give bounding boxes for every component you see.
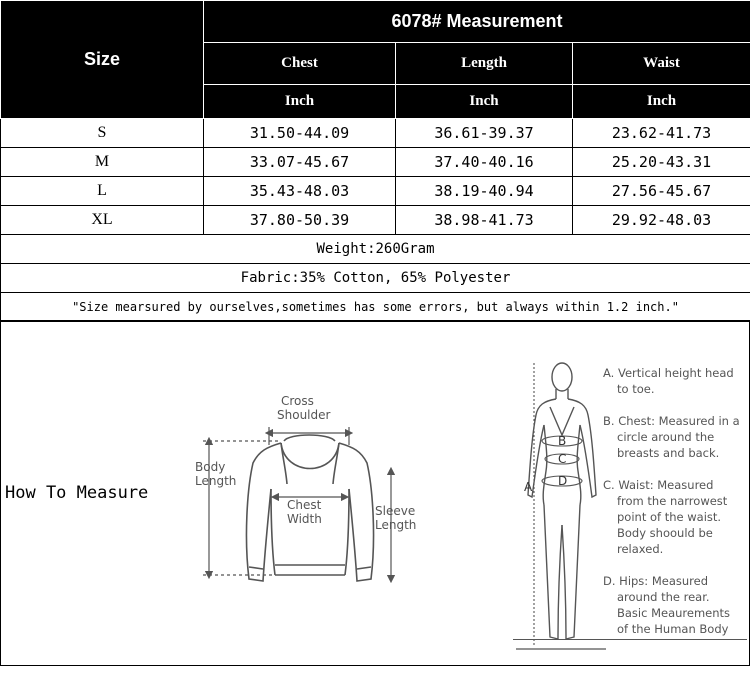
chest-cell: 31.50-44.09 <box>204 119 396 148</box>
sleeve-length-label: Sleeve <box>375 504 416 518</box>
waist-cell: 25.20-43.31 <box>573 148 750 177</box>
length-cell: 38.19-40.94 <box>396 177 573 206</box>
waist-unit: Inch <box>573 85 750 119</box>
table-row <box>1 119 750 148</box>
disclaimer-note: "Size mearsured by ourselves,sometimes has some errors, but always within 1.2 inch." <box>1 293 750 322</box>
legend-line: circle around the <box>617 430 715 444</box>
body-length-label: Body <box>195 460 226 474</box>
size-cell: XL <box>1 206 204 235</box>
legend-line: breasts and back. <box>617 446 720 460</box>
measurement-legend <box>599 361 749 641</box>
size-cell: L <box>1 177 204 206</box>
length-cell: 36.61-39.37 <box>396 119 573 148</box>
chest-unit: Inch <box>204 85 396 119</box>
waist-marker-c: C <box>558 452 567 466</box>
size-header: Size <box>1 1 204 119</box>
size-table <box>0 0 750 322</box>
chest-width-label-line2: Width <box>287 512 322 526</box>
body-figure-diagram <box>516 355 606 655</box>
size-cell: M <box>1 148 204 177</box>
cross-shoulder-label-line2: Shoulder <box>277 408 331 422</box>
legend-line: B. Chest: Measured in a <box>603 414 740 428</box>
legend-line: around the rear. <box>617 590 710 604</box>
fabric-row: Fabric:35% Cotton, 65% Polyester <box>1 264 750 293</box>
measurement-title: 6078# Measurement <box>204 1 750 43</box>
chest-width-label: Chest <box>287 498 322 512</box>
legend-line: A. Vertical height head <box>603 366 734 380</box>
chest-header: Chest <box>204 43 396 85</box>
legend-line: Basic Meaurements <box>617 606 731 620</box>
body-length-label-line2: Length <box>195 474 237 488</box>
table-row <box>1 148 750 177</box>
waist-cell: 23.62-41.73 <box>573 119 750 148</box>
legend-line: D. Hips: Measured <box>603 574 709 588</box>
legend-line: from the narrowest <box>617 494 728 508</box>
length-unit: Inch <box>396 85 573 119</box>
table-row <box>1 206 750 235</box>
height-marker-a: A <box>524 480 533 494</box>
legend-line: of the Human Body <box>617 622 729 636</box>
size-cell: S <box>1 119 204 148</box>
human-body-icon <box>528 363 596 639</box>
length-cell: 37.40-40.16 <box>396 148 573 177</box>
cross-shoulder-label: Cross <box>281 394 314 408</box>
waist-header: Waist <box>573 43 750 85</box>
legend-line: point of the waist. <box>617 510 722 524</box>
hips-marker-d: D <box>558 474 568 488</box>
shirt-diagram <box>189 389 429 599</box>
chest-marker-b: B <box>558 434 567 448</box>
weight-row: Weight:260Gram <box>1 235 750 264</box>
table-row <box>1 177 750 206</box>
how-to-measure-label: How To Measure <box>5 483 149 503</box>
sleeve-length-label-line2: Length <box>375 518 417 532</box>
waist-cell: 27.56-45.67 <box>573 177 750 206</box>
how-to-measure-section <box>0 320 750 666</box>
chest-cell: 37.80-50.39 <box>204 206 396 235</box>
length-cell: 38.98-41.73 <box>396 206 573 235</box>
waist-cell: 29.92-48.03 <box>573 206 750 235</box>
chest-cell: 33.07-45.67 <box>204 148 396 177</box>
legend-line: Body shoould be <box>617 526 713 540</box>
legend-line: relaxed. <box>617 542 664 556</box>
chest-cell: 35.43-48.03 <box>204 177 396 206</box>
legend-line: to toe. <box>617 382 655 396</box>
length-header: Length <box>396 43 573 85</box>
legend-line: C. Waist: Measured <box>603 478 714 492</box>
